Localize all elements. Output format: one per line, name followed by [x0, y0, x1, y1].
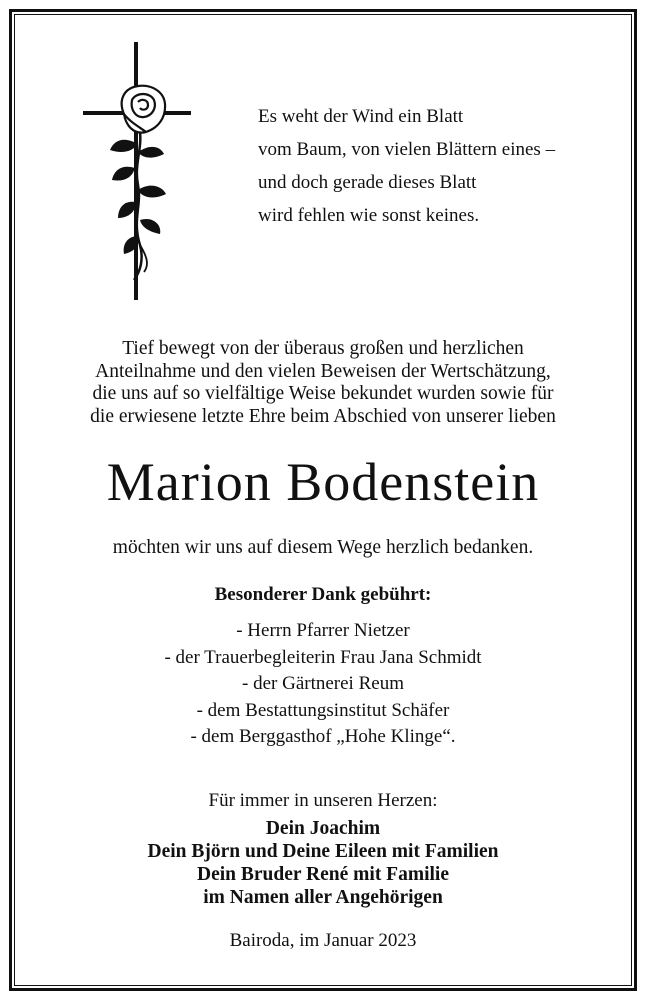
intro-line: Anteilnahme und den vielen Beweisen der Wertschätzung,	[95, 360, 551, 382]
intro-line: die uns auf so vielfältige Weise bekundet wurden sowie für	[92, 383, 554, 404]
signer-line: Dein Joachim	[265, 818, 381, 839]
signer-line: im Namen aller Angehörigen	[203, 887, 443, 908]
list-item: - der Gärtnerei Reum	[242, 673, 404, 694]
cross-with-rose-icon	[80, 40, 195, 305]
thanks-line: möchten wir uns auf diesem Wege herzlich bedanken.	[112, 537, 534, 558]
signers	[14, 817, 632, 909]
list-item: - dem Berggasthof „Hohe Klinge“.	[190, 726, 456, 747]
list-item: - dem Bestattungsinstitut Schäfer	[196, 699, 450, 721]
signer-line: Dein Björn und Deine Eileen mit Familien	[147, 841, 499, 862]
intro-line: die erwiesene letzte Ehre beim Abschied von unserer lieben	[90, 405, 556, 427]
intro-paragraph	[14, 338, 632, 428]
intro-line: Tief bewegt von der überaus großen und herzlichen	[122, 338, 524, 359]
poem-line: und doch gerade dieses Blatt	[258, 172, 477, 193]
list-item: - Herrn Pfarrer Nietzer	[236, 620, 410, 641]
signer-line: Dein Bruder René mit Familie	[196, 864, 449, 885]
poem-line: Es weht der Wind ein Blatt	[258, 106, 464, 127]
forever-line: Für immer in unseren Herzen:	[208, 790, 438, 811]
deceased-name: Marion Bodenstein	[106, 452, 540, 512]
list-item: - der Trauerbegleiterin Frau Jana Schmidt	[164, 646, 482, 668]
special-thanks-list	[14, 618, 632, 751]
poem-line: vom Baum, von vielen Blättern eines –	[258, 139, 556, 160]
poem	[258, 100, 618, 232]
poem-line: wird fehlen wie sonst keines.	[258, 205, 480, 226]
place-date: Bairoda, im Januar 2023	[229, 930, 417, 951]
special-thanks-heading: Besonderer Dank gebührt:	[214, 584, 432, 605]
